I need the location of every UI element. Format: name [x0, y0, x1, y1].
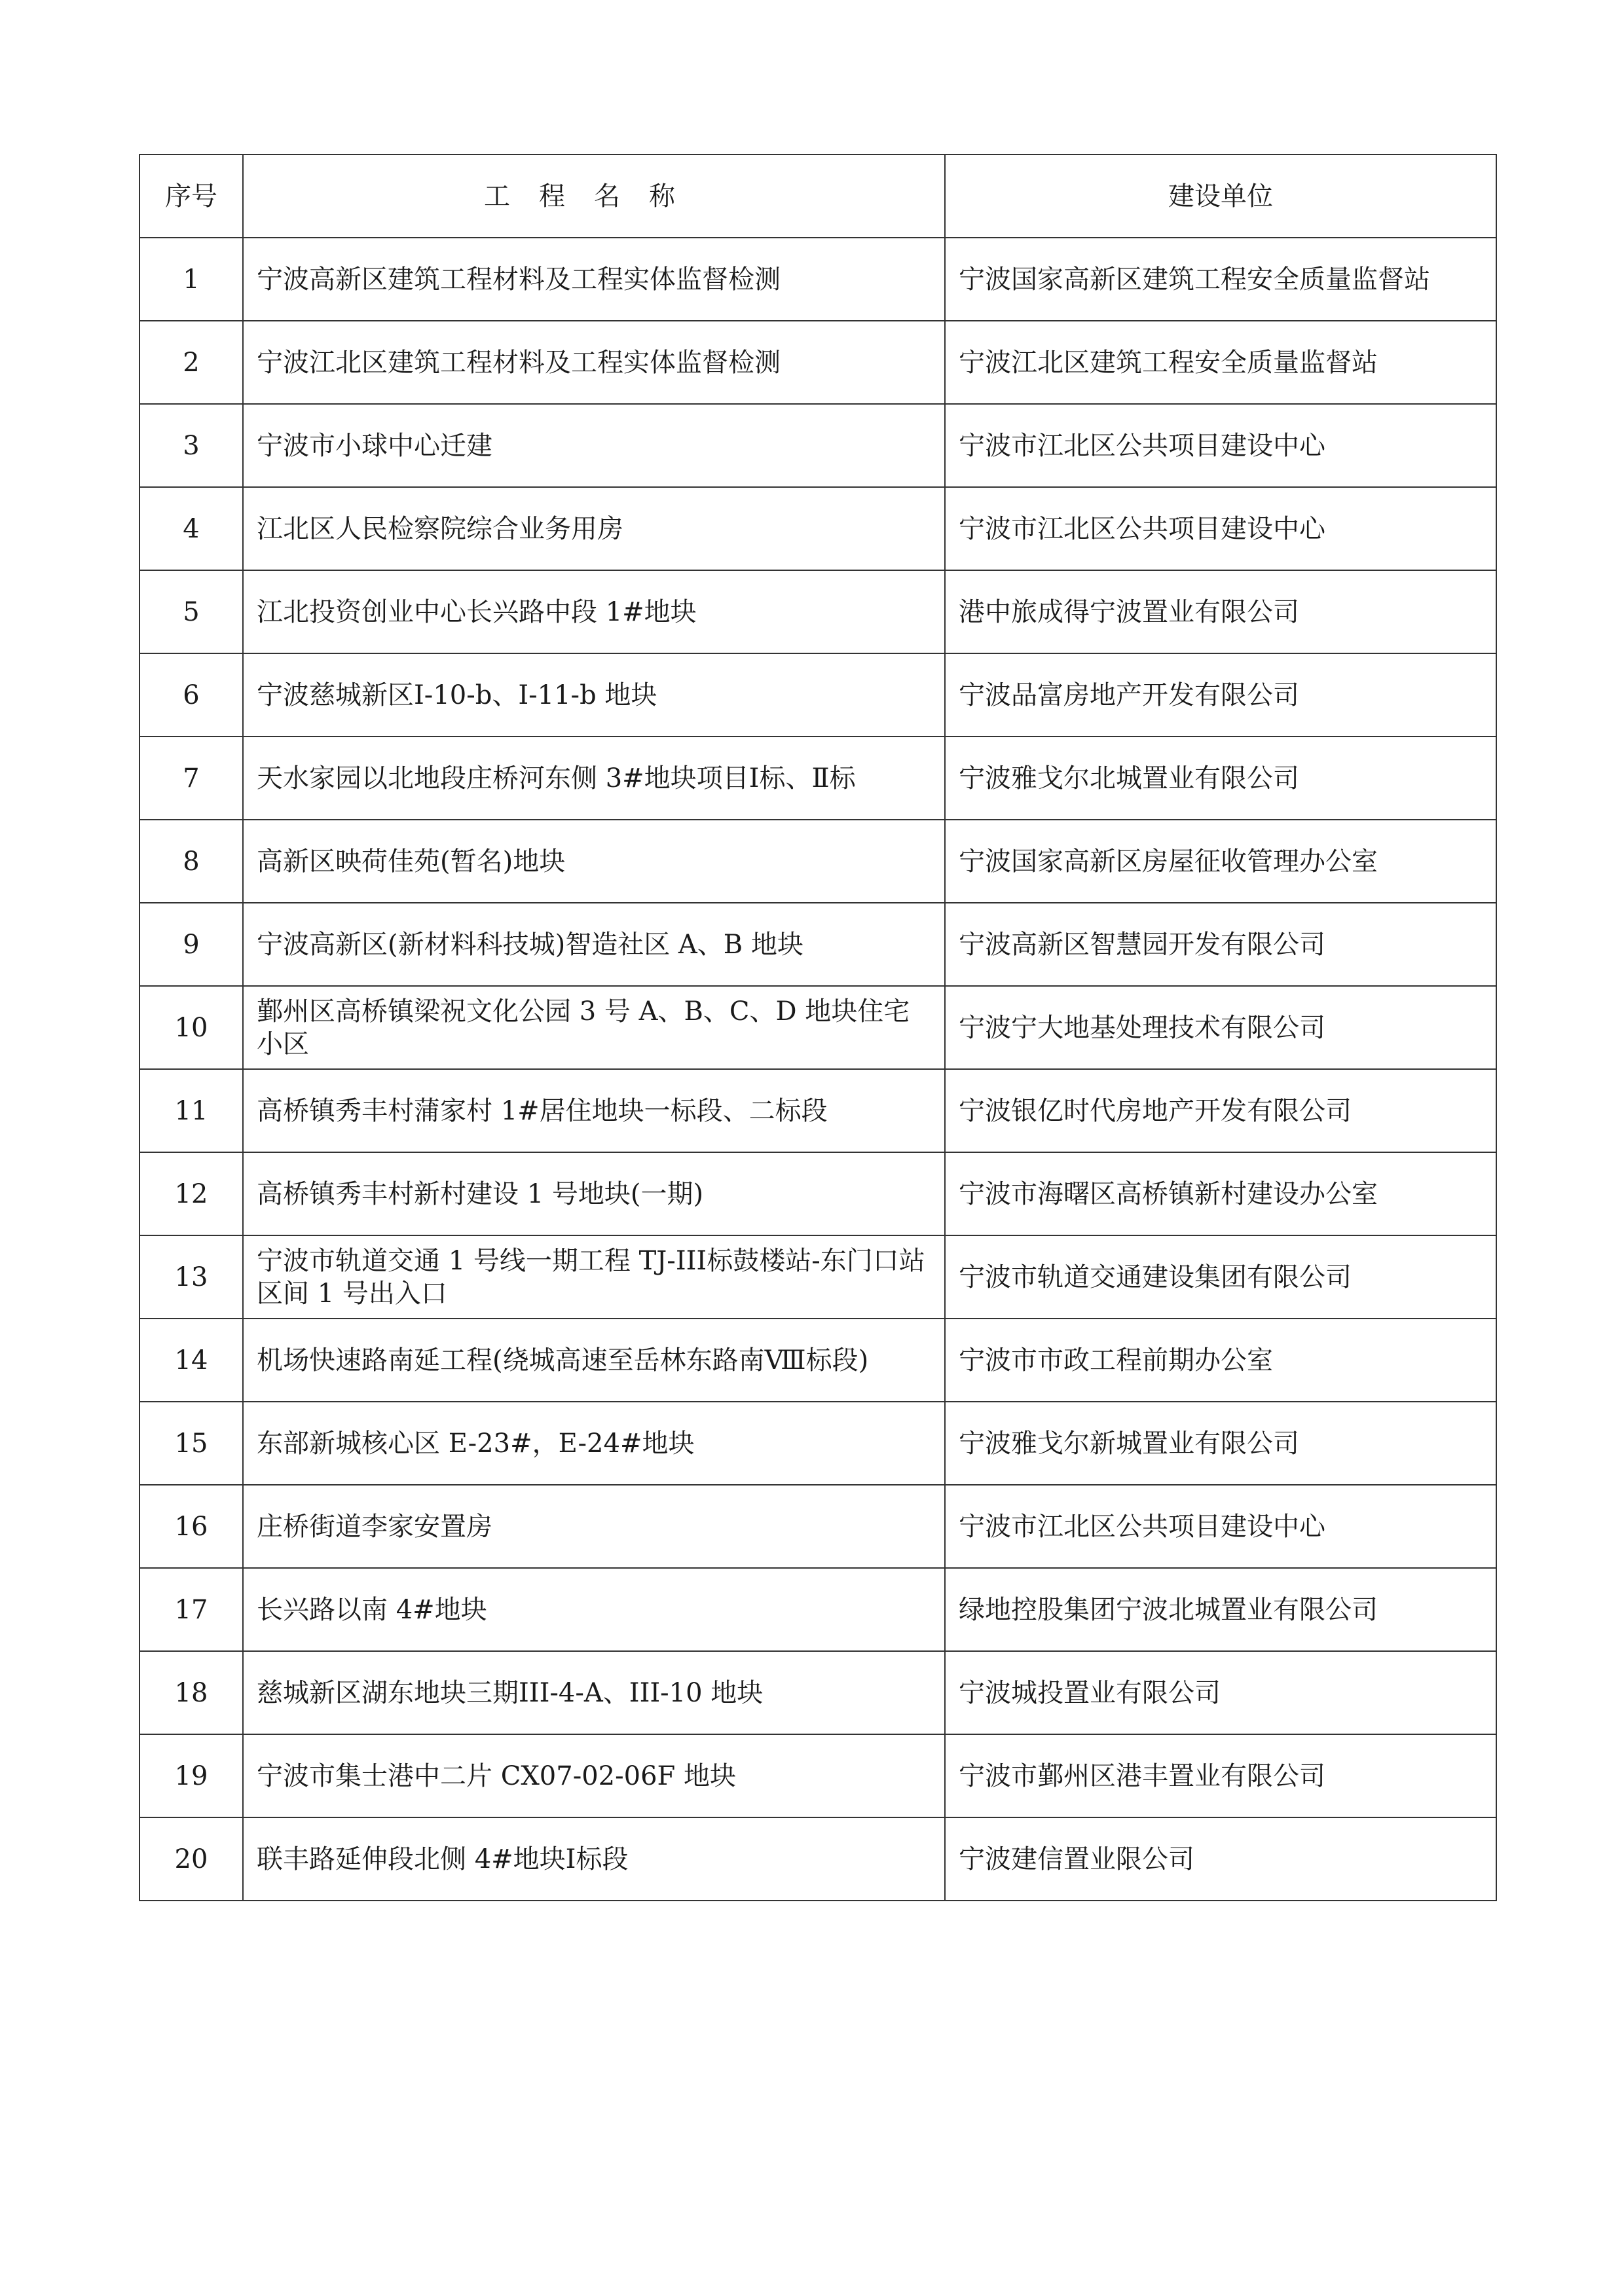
table-row [139, 1485, 1496, 1568]
row-seq: 10 [139, 986, 243, 1069]
row-seq: 13 [139, 1235, 243, 1319]
table-row [139, 820, 1496, 903]
table-row [139, 986, 1496, 1069]
row-construction-unit: 宁波宁大地基处理技术有限公司 [945, 986, 1496, 1069]
row-seq: 20 [139, 1817, 243, 1901]
row-construction-unit: 宁波城投置业有限公司 [945, 1651, 1496, 1734]
row-construction-unit: 宁波市江北区公共项目建设中心 [945, 1485, 1496, 1568]
table-row [139, 1568, 1496, 1651]
row-project-name: 宁波市轨道交通 1 号线一期工程 TJ-III标鼓楼站-东门口站区间 1 号出入口 [243, 1235, 945, 1319]
row-seq: 5 [139, 570, 243, 653]
row-construction-unit: 宁波江北区建筑工程安全质量监督站 [945, 321, 1496, 404]
row-seq: 19 [139, 1734, 243, 1817]
row-construction-unit: 宁波市市政工程前期办公室 [945, 1319, 1496, 1402]
row-project-name: 高桥镇秀丰村蒲家村 1#居住地块一标段、二标段 [243, 1069, 945, 1152]
row-construction-unit: 宁波建信置业限公司 [945, 1817, 1496, 1901]
row-seq: 15 [139, 1402, 243, 1485]
table-row [139, 1069, 1496, 1152]
row-construction-unit: 港中旅成得宁波置业有限公司 [945, 570, 1496, 653]
row-project-name: 庄桥街道李家安置房 [243, 1485, 945, 1568]
header-seq: 序号 [139, 155, 243, 238]
row-project-name: 东部新城核心区 E-23#，E-24#地块 [243, 1402, 945, 1485]
row-project-name: 宁波江北区建筑工程材料及工程实体监督检测 [243, 321, 945, 404]
row-construction-unit: 绿地控股集团宁波北城置业有限公司 [945, 1568, 1496, 1651]
row-construction-unit: 宁波雅戈尔新城置业有限公司 [945, 1402, 1496, 1485]
row-seq: 6 [139, 653, 243, 737]
row-project-name: 宁波高新区(新材料科技城)智造社区 A、B 地块 [243, 903, 945, 986]
table-row [139, 1817, 1496, 1901]
table-row [139, 1402, 1496, 1485]
table-row [139, 737, 1496, 820]
row-seq: 2 [139, 321, 243, 404]
row-project-name: 长兴路以南 4#地块 [243, 1568, 945, 1651]
table-row [139, 404, 1496, 487]
row-construction-unit: 宁波市江北区公共项目建设中心 [945, 404, 1496, 487]
row-project-name: 鄞州区高桥镇梁祝文化公园 3 号 A、B、C、D 地块住宅小区 [243, 986, 945, 1069]
table-row [139, 1152, 1496, 1235]
row-construction-unit: 宁波市轨道交通建设集团有限公司 [945, 1235, 1496, 1319]
row-construction-unit: 宁波高新区智慧园开发有限公司 [945, 903, 1496, 986]
row-construction-unit: 宁波品富房地产开发有限公司 [945, 653, 1496, 737]
table-row [139, 238, 1496, 321]
row-construction-unit: 宁波国家高新区房屋征收管理办公室 [945, 820, 1496, 903]
row-construction-unit: 宁波雅戈尔北城置业有限公司 [945, 737, 1496, 820]
row-seq: 1 [139, 238, 243, 321]
row-project-name: 高新区映荷佳苑(暂名)地块 [243, 820, 945, 903]
row-project-name: 慈城新区湖东地块三期III-4-A、III-10 地块 [243, 1651, 945, 1734]
table-row [139, 321, 1496, 404]
row-construction-unit: 宁波国家高新区建筑工程安全质量监督站 [945, 238, 1496, 321]
table-row [139, 570, 1496, 653]
row-project-name: 机场快速路南延工程(绕城高速至岳林东路南Ⅷ标段) [243, 1319, 945, 1402]
row-seq: 17 [139, 1568, 243, 1651]
row-project-name: 宁波慈城新区Ⅰ-10-b、Ⅰ-11-b 地块 [243, 653, 945, 737]
row-seq: 11 [139, 1069, 243, 1152]
row-seq: 3 [139, 404, 243, 487]
row-construction-unit: 宁波市江北区公共项目建设中心 [945, 487, 1496, 570]
row-project-name: 联丰路延伸段北侧 4#地块Ⅰ标段 [243, 1817, 945, 1901]
table-row [139, 1235, 1496, 1319]
header-project-name: 工程名称 [243, 155, 945, 238]
table-row [139, 1319, 1496, 1402]
row-construction-unit: 宁波市鄞州区港丰置业有限公司 [945, 1734, 1496, 1817]
row-project-name: 江北投资创业中心长兴路中段 1#地块 [243, 570, 945, 653]
row-project-name: 天水家园以北地段庄桥河东侧 3#地块项目Ⅰ标、Ⅱ标 [243, 737, 945, 820]
row-project-name: 江北区人民检察院综合业务用房 [243, 487, 945, 570]
row-project-name: 宁波高新区建筑工程材料及工程实体监督检测 [243, 238, 945, 321]
row-seq: 18 [139, 1651, 243, 1734]
row-seq: 14 [139, 1319, 243, 1402]
row-seq: 7 [139, 737, 243, 820]
row-project-name: 宁波市小球中心迁建 [243, 404, 945, 487]
row-project-name: 高桥镇秀丰村新村建设 1 号地块(一期) [243, 1152, 945, 1235]
row-seq: 9 [139, 903, 243, 986]
row-seq: 8 [139, 820, 243, 903]
row-seq: 12 [139, 1152, 243, 1235]
table-header-row [139, 155, 1496, 238]
table-row [139, 1734, 1496, 1817]
table-row [139, 903, 1496, 986]
table-row [139, 487, 1496, 570]
table-row [139, 653, 1496, 737]
table-row [139, 1651, 1496, 1734]
row-seq: 4 [139, 487, 243, 570]
table-body [139, 238, 1496, 1901]
row-seq: 16 [139, 1485, 243, 1568]
row-construction-unit: 宁波市海曙区高桥镇新村建设办公室 [945, 1152, 1496, 1235]
projects-table [139, 154, 1497, 1901]
row-construction-unit: 宁波银亿时代房地产开发有限公司 [945, 1069, 1496, 1152]
row-project-name: 宁波市集士港中二片 CX07-02-06F 地块 [243, 1734, 945, 1817]
header-construction-unit: 建设单位 [945, 155, 1496, 238]
